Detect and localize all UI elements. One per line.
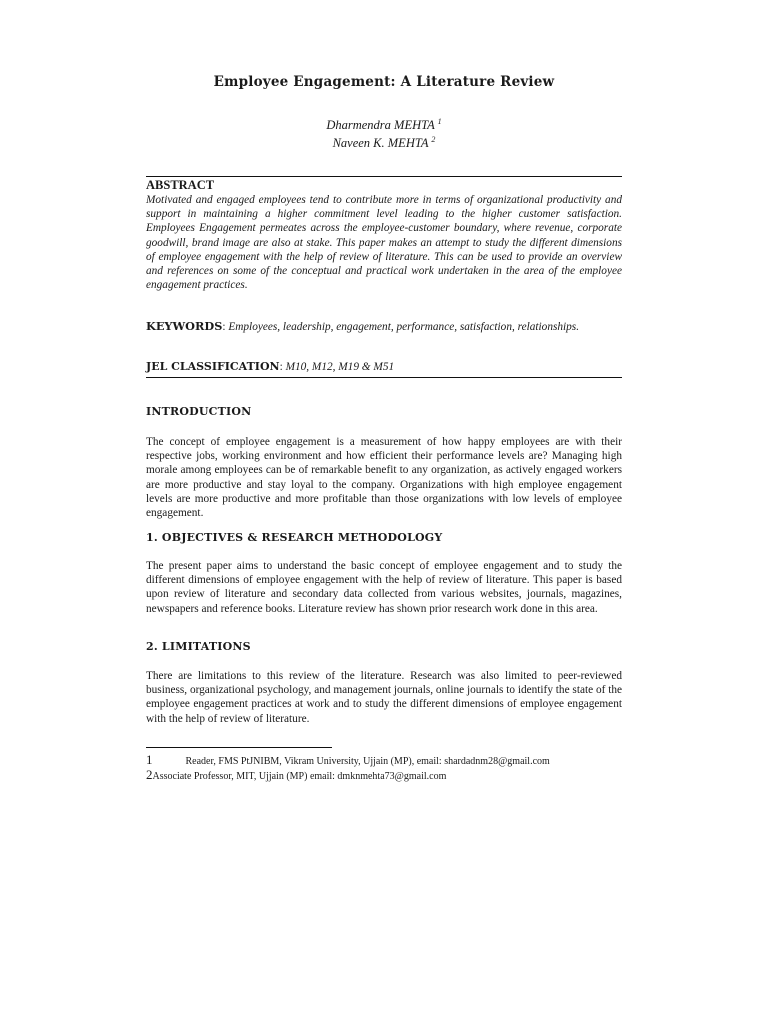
jel-colon: : [279, 361, 286, 373]
abstract-text: Motivated and engaged employees tend to contribute more in terms of organizational productivity and support in maintaining a higher commitment level leading to the higher customer satisfaction. Employees Engagement permeates across the employee-customer boundary, where revenue, corporate goodwill, brand image are also at stake. This paper makes an attempt to study the different dimensions of employee engagement with the help of review of literature. This can be used to provide an overview and references on some of the conceptual and practical work undertaken in the area of the employee engagement practices. [146, 194, 622, 292]
keywords-colon: : [222, 321, 229, 333]
jel-block [146, 360, 622, 373]
abstract-heading: ABSTRACT [146, 178, 215, 192]
jel-label: JEL CLASSIFICATION [146, 360, 280, 373]
objectives-heading: 1. OBJECTIVES & RESEARCH METHODOLOGY [146, 531, 443, 544]
limitations-heading: 2. LIMITATIONS [146, 640, 251, 653]
author-line [146, 116, 622, 134]
author-list [146, 116, 622, 152]
footnote-2 [146, 767, 622, 783]
author-line [146, 134, 622, 152]
keywords-text: Employees, leadership, engagement, performance, satisfaction, relationships. [228, 321, 580, 333]
author-name: Dharmendra MEHTA [326, 118, 435, 132]
introduction-text: The concept of employee engagement is a measurement of how happy employees are with their respective jobs, working environment and how efficient their performance levels are? Managing high morale among employees can be of remarkable benefit to any organization, as actively engaged workers are more productive and stay loyal to the company. Organizations with high employee engagement levels are more productive and more profitable than those organizations with low levels of employee engagement. [146, 436, 622, 520]
author-name: Naveen K. MEHTA [332, 136, 429, 150]
abstract-top-rule [146, 176, 622, 177]
author-footnote-mark: 2 [431, 135, 436, 144]
keywords-label: KEYWORDS [146, 319, 223, 333]
jel-codes: M10, M12, M19 & M51 [285, 361, 395, 373]
paper-title: Employee Engagement: A Literature Review [213, 74, 555, 90]
footnote-number: 1 [146, 752, 153, 767]
keywords-block [146, 319, 622, 334]
introduction-heading: INTRODUCTION [146, 405, 252, 418]
footnote-number: 2 [146, 767, 153, 782]
footnote-1 [146, 752, 622, 768]
abstract-bottom-rule [146, 377, 622, 378]
author-footnote-mark: 1 [437, 117, 442, 126]
footnote-divider [146, 747, 332, 748]
footnote-text: Reader, FMS PtJNIBM, Vikram University, Ujjain (MP), email: shardadnm28@gmail.com [185, 756, 550, 767]
footnote-text: Associate Professor, MIT, Ujjain (MP) email: dmknmehta73@gmail.com [152, 771, 447, 782]
objectives-text: The present paper aims to understand the basic concept of employee engagement and to study the different dimensions of employee engagement with the help of review of literature. This paper is based upon review of literature and secondary data collected from various websites, journals, magazines, newspapers and reference books. Literature review has shown prior research work done in this area. [146, 560, 622, 615]
limitations-text: There are limitations to this review of the literature. Research was also limited to peer-reviewed business, organizational psychology, and management journals, online journals to identify the state of the employee engagement practices at work and to study the different dimensions of employee engagement with the help of review of literature. [146, 670, 622, 725]
